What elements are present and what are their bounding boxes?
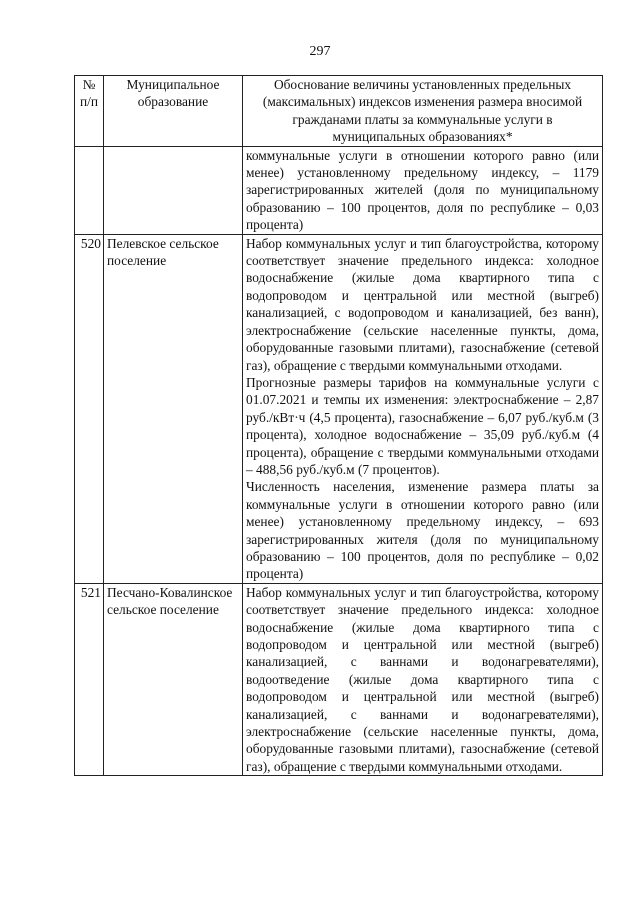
justification-cell	[243, 583, 603, 775]
table-row	[75, 583, 603, 775]
table-row-continuation	[75, 146, 603, 234]
cell-num	[75, 146, 104, 234]
table-header-row	[75, 76, 603, 147]
municipality-name: Песчано-Ковалинское сельское поселение	[104, 583, 243, 775]
table-row	[75, 234, 603, 583]
justification-paragraph: Численность населения, изменение размера платы за коммунальные услуги в отношении которого равно (или менее) установленному предельному индексу, – 693 зарегистрированных жителя (доля по муниципальному образованию – 100 процентов, доля по республике – 0,02 процента)	[246, 479, 599, 582]
justification-cell	[243, 234, 603, 583]
row-number: 521	[75, 583, 104, 775]
cell-continuation-text: коммунальные услуги в отношении которого равно (или менее) установленному предельному индексу, – 1179 зарегистрированных жителей (доля по муниципальному образованию – 100 процентов, доля по республике – 0,03 процента)	[243, 146, 603, 234]
header-num: № п/п	[75, 76, 104, 147]
justification-paragraph: Набор коммунальных услуг и тип благоустройства, которому соответствует значение предельного индекса: холодное водоснабжение (жилые дома квартирного типа с водопроводом и центральной или местной (выгреб) канализацией, с водопроводом и канализацией, без ванн), электроснабжение (сельские населенные пункты, дома, оборудованные газовыми плитами), газоснабжение (сетевой газ), обращение с твердыми коммунальными отходами.	[246, 235, 599, 373]
page-number: 297	[309, 44, 331, 59]
header-justification: Обоснование величины установленных предельных (максимальных) индексов изменения размера вносимой гражданами платы за коммунальные услуги в муниципальных образованиях*	[243, 76, 603, 147]
justification-paragraph: Прогнозные размеры тарифов на коммунальные услуги с 01.07.2021 и темпы их изменения: электроснабжение – 2,87 руб./кВт·ч (4,5 процента), газоснабжение – 6,07 руб./куб.м (3 процента), холодное водоснабжение – 35,09 руб./куб.м (4 процента), обращение с твердыми коммунальными отходами – 488,56 руб./куб.м (7 процентов).	[246, 374, 599, 477]
header-municipality: Муниципальное образование	[104, 76, 243, 147]
cell-municipality	[104, 146, 243, 234]
row-number: 520	[75, 234, 104, 583]
tariff-table	[74, 75, 603, 776]
justification-paragraph: Набор коммунальных услуг и тип благоустройства, которому соответствует значение предельного индекса: холодное водоснабжение (жилые дома квартирного типа с водопроводом и центральной или местной (выгреб) канализацией, с ваннами и водонагревателями), водоотведение (жилые дома квартирного типа с водопроводом и центральной или местной (выгреб) канализацией, с ваннами и водонагревателями), электроснабжение (сельские населенные пункты, дома, оборудованные газовыми плитами), газоснабжение (сетевой газ), обращение с твердыми коммунальными отходами.	[246, 584, 599, 774]
municipality-name: Пелевское сельское поселение	[104, 234, 243, 583]
